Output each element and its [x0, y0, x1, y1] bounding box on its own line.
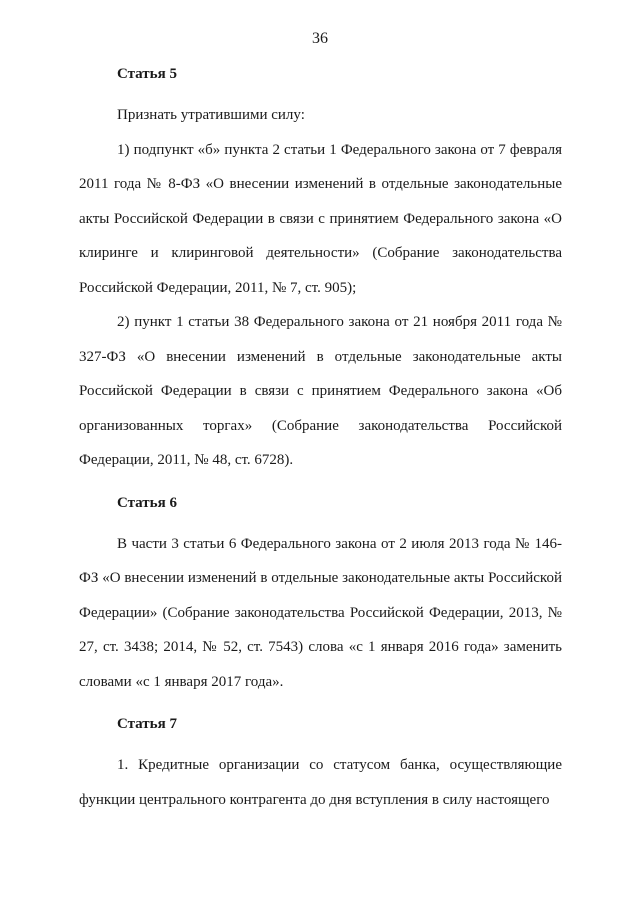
- document-body: [79, 64, 562, 817]
- article-5-item-1: 1) подпункт «б» пункта 2 статьи 1 Федерального закона от 7 февраля 2011 года № 8-ФЗ «О внесении изменений в отдельные законодательные акты Российской Федерации в связи с принятием Федерального закона «О клиринге и клиринговой деятельности» (Собрание законодательства Российской Федерации, 2011, № 7, ст. 905);: [79, 141, 562, 296]
- article-5-heading: Статья 5: [117, 66, 177, 82]
- article-6-text: В части 3 статьи 6 Федерального закона от 2 июля 2013 года № 146-ФЗ «О внесении изменений в отдельные законодательные акты Российской Федерации» (Собрание законодательства Российской Федерации, 2013, № 27, ст. 3438; 2014, № 52, ст. 7543) слова «с 1 января 2016 года» заменить словами «с 1 января 2017 года».: [79, 535, 562, 690]
- page-number: 36: [312, 30, 328, 47]
- article-5-intro: Признать утратившими силу:: [117, 107, 305, 123]
- article-7-heading: Статья 7: [117, 716, 177, 732]
- article-6-heading: Статья 6: [117, 494, 177, 511]
- article-7-text: 1. Кредитные организации со статусом банка, осуществляющие функции центрального контрагента до дня вступления в силу настоящего: [79, 757, 562, 808]
- article-5-item-2: 2) пункт 1 статьи 38 Федерального закона от 21 ноября 2011 года № 327-ФЗ «О внесении изменений в отдельные законодательные акты Российской Федерации в связи с принятием Федерального закона «Об организованных торгах» (Собрание законодательства Российской Федерации, 2011, № 48, ст. 6728).: [79, 314, 562, 468]
